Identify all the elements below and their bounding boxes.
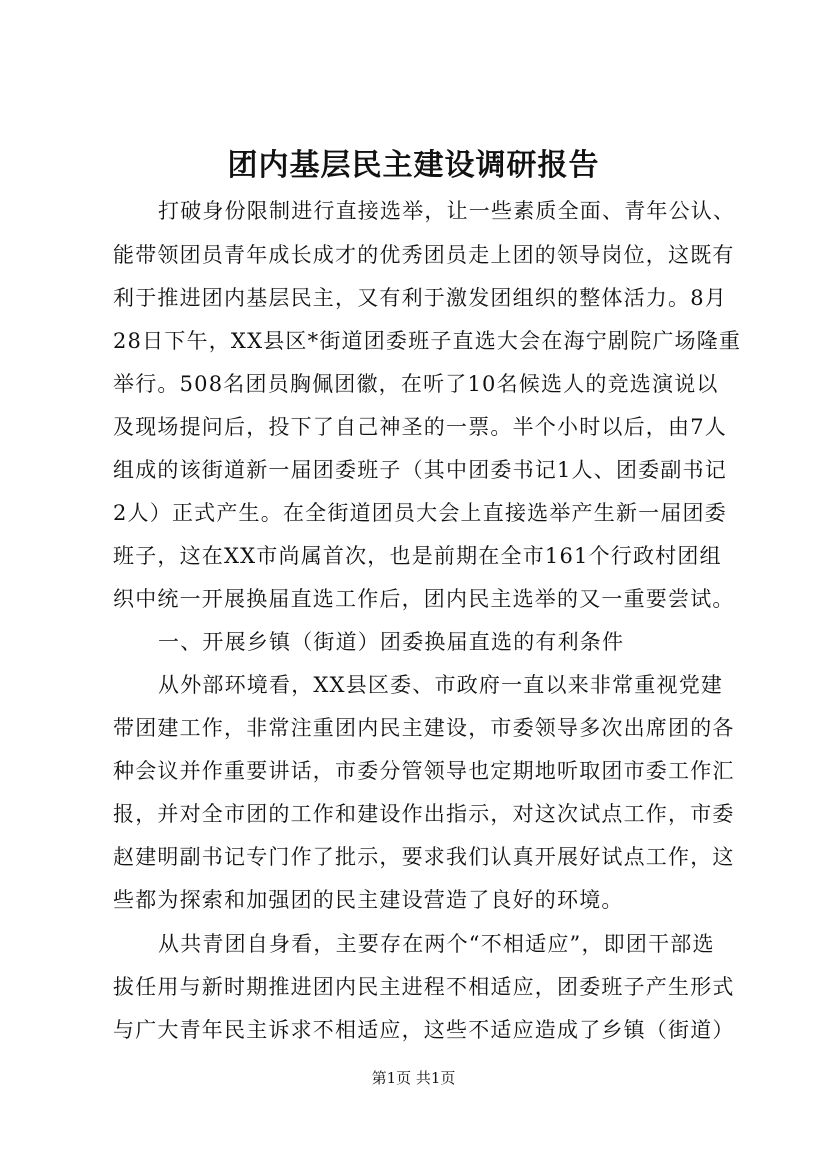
paragraph-line: 从外部环境看，XX县区委、市政府一直以来非常重视党建: [158, 673, 724, 697]
paragraph-line: 些都为探索和加强团的民主建设营造了良好的环境。: [113, 888, 624, 912]
paragraph-line: 28日下午，XX县区*街道团委班子直选大会在海宁剧院广场隆重: [113, 329, 742, 353]
page-footer: 第1页 共1页: [371, 1069, 456, 1087]
paragraph-line: 利于推进团内基层民主，又有利于激发团组织的整体活力。8月: [113, 286, 727, 310]
paragraph-line: 班子，这在XX市尚属首次，也是前期在全市161个行政村团组: [113, 544, 722, 568]
paragraph-line: 带团建工作，非常注重团内民主建设，市委领导多次出席团的各: [113, 716, 735, 740]
paragraph-line: 拔任用与新时期推进团内民主进程不相适应，团委班子产生形式: [113, 975, 735, 999]
section-heading: 一、开展乡镇（街道）团委换届直选的有利条件: [158, 630, 625, 654]
paragraph-line: 报，并对全市团的工作和建设作出指示，对这次试点工作，市委: [113, 802, 735, 826]
paragraph-line: 从共青团自身看，主要存在两个“不相适应”，即团干部选: [158, 932, 715, 956]
paragraph-line: 及现场提问后，投下了自己神圣的一票。半个小时以后，由7人: [113, 415, 727, 439]
paragraph-line: 2人）正式产生。在全街道团员大会上直接选举产生新一届团委: [113, 501, 727, 525]
paragraph-line: 种会议并作重要讲话，市委分管领导也定期地听取团市委工作汇: [113, 759, 735, 783]
document-title: 团内基层民主建设调研报告: [227, 148, 600, 183]
paragraph-line: 举行。508名团员胸佩团徽，在听了10名候选人的竞选演说以: [113, 372, 719, 396]
paragraph-line: 与广大青年民主诉求不相适应，这些不适应造成了乡镇（街道）: [113, 1018, 735, 1042]
paragraph-line: 组成的该街道新一届团委班子（其中团委书记1人、团委副书记: [113, 458, 727, 482]
paragraph-line: 打破身份限制进行直接选举，让一些素质全面、青年公认、: [158, 199, 736, 223]
paragraph-line: 织中统一开展换届直选工作后，团内民主选举的又一重要尝试。: [113, 587, 735, 611]
paragraph-line: 能带领团员青年成长成才的优秀团员走上团的领导岗位，这既有: [113, 243, 735, 267]
paragraph-line: 赵建明副书记专门作了批示，要求我们认真开展好试点工作，这: [113, 845, 735, 869]
